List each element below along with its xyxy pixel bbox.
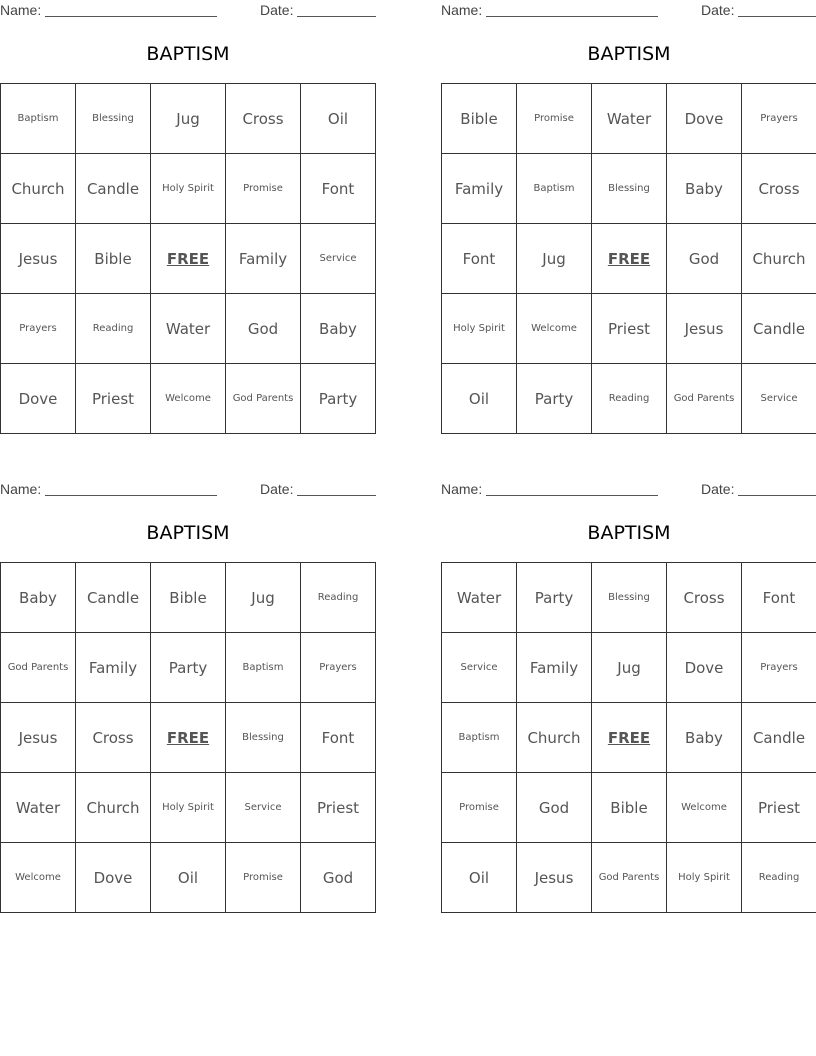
bingo-row [1,773,376,843]
free-space-cell[interactable]: FREE [592,224,667,294]
name-date-row [441,479,816,501]
bingo-cell[interactable]: Candle [76,563,151,633]
bingo-cell[interactable]: Bible [151,563,226,633]
bingo-grid [0,83,376,434]
bingo-cell[interactable]: Church [742,224,816,294]
bingo-cell[interactable]: Promise [226,843,301,913]
card-title: BAPTISM [146,43,230,65]
bingo-cell[interactable]: Oil [442,364,517,434]
bingo-cell[interactable]: Promise [442,773,517,843]
name-blank-line[interactable] [486,16,658,17]
bingo-cell[interactable]: Jesus [1,224,76,294]
bingo-row [442,224,816,294]
bingo-cell[interactable]: Bible [442,84,517,154]
name-blank-line[interactable] [486,495,658,496]
bingo-cell[interactable]: Prayers [742,84,816,154]
bingo-cell[interactable]: Dove [76,843,151,913]
bingo-cell[interactable]: Font [442,224,517,294]
free-space-cell[interactable]: FREE [592,703,667,773]
bingo-cell[interactable]: Reading [76,294,151,364]
bingo-cell[interactable]: Service [301,224,376,294]
bingo-row [442,364,816,434]
bingo-row [442,703,816,773]
bingo-cell[interactable]: Welcome [667,773,742,843]
bingo-cell[interactable]: Oil [442,843,517,913]
bingo-row [1,843,376,913]
bingo-cell[interactable]: Water [592,84,667,154]
bingo-row [442,843,816,913]
bingo-grid [441,83,816,434]
bingo-cell[interactable]: Jesus [667,294,742,364]
bingo-cell[interactable]: Holy Spirit [667,843,742,913]
name-date-row [0,479,376,501]
bingo-cell[interactable]: Blessing [592,154,667,224]
bingo-cell[interactable]: Baby [301,294,376,364]
card-title: BAPTISM [587,522,671,544]
bingo-cell[interactable]: Welcome [1,843,76,913]
bingo-cell[interactable]: Priest [301,773,376,843]
bingo-cell[interactable]: Jug [151,84,226,154]
bingo-cell[interactable]: Family [76,633,151,703]
bingo-cell[interactable]: Party [517,563,592,633]
bingo-cell[interactable]: Prayers [301,633,376,703]
bingo-grid [441,562,816,913]
bingo-cell[interactable]: Jug [226,563,301,633]
bingo-row [1,633,376,703]
bingo-cell[interactable]: Baptism [517,154,592,224]
bingo-cell[interactable]: Cross [226,84,301,154]
bingo-cell[interactable]: Water [442,563,517,633]
bingo-row [442,773,816,843]
bingo-cell[interactable]: God Parents [1,633,76,703]
bingo-cell[interactable]: Dove [1,364,76,434]
bingo-row [1,154,376,224]
bingo-row [1,364,376,434]
bingo-cell[interactable]: Jesus [1,703,76,773]
bingo-row [1,84,376,154]
bingo-cell[interactable]: God [517,773,592,843]
bingo-cell[interactable]: Bible [592,773,667,843]
bingo-cell[interactable]: Baby [1,563,76,633]
date-label: Date: [260,2,294,18]
bingo-cell[interactable]: Family [226,224,301,294]
bingo-cell[interactable]: Baptism [442,703,517,773]
bingo-cell[interactable]: Jesus [517,843,592,913]
name-label: Name: [0,2,42,18]
bingo-cell[interactable]: Jug [592,633,667,703]
bingo-cell[interactable]: Church [76,773,151,843]
bingo-cell[interactable]: Bible [76,224,151,294]
bingo-cell[interactable]: Holy Spirit [442,294,517,364]
bingo-row [442,563,816,633]
bingo-cell[interactable]: Jug [517,224,592,294]
bingo-cell[interactable]: Font [301,154,376,224]
bingo-cell[interactable]: Font [301,703,376,773]
bingo-cell[interactable]: Service [226,773,301,843]
bingo-row [442,633,816,703]
bingo-cell[interactable]: Party [151,633,226,703]
bingo-cell[interactable]: God [226,294,301,364]
bingo-cell[interactable]: Holy Spirit [151,773,226,843]
bingo-cell[interactable]: Church [517,703,592,773]
bingo-cell[interactable]: God Parents [226,364,301,434]
bingo-row [1,224,376,294]
bingo-cell[interactable]: Water [1,773,76,843]
bingo-cell[interactable]: Baby [667,703,742,773]
bingo-cell[interactable]: Blessing [592,563,667,633]
bingo-cell[interactable]: Party [517,364,592,434]
name-blank-line[interactable] [45,495,217,496]
bingo-cell[interactable]: Candle [742,703,816,773]
bingo-cell[interactable]: God [301,843,376,913]
date-label: Date: [701,2,735,18]
bingo-cell[interactable]: Baptism [226,633,301,703]
bingo-cell[interactable]: Water [151,294,226,364]
date-label: Date: [701,481,735,497]
date-blank-line[interactable] [738,16,816,17]
name-date-row [0,0,376,22]
bingo-cell[interactable]: Dove [667,633,742,703]
bingo-cell[interactable]: Font [742,563,816,633]
bingo-cell[interactable]: Service [742,364,816,434]
bingo-cell[interactable]: Promise [517,84,592,154]
bingo-cell[interactable]: Welcome [151,364,226,434]
bingo-row [1,294,376,364]
bingo-cell[interactable]: Baptism [1,84,76,154]
bingo-cell[interactable]: Reading [742,843,816,913]
bingo-cell[interactable]: Priest [592,294,667,364]
bingo-cell[interactable]: Church [1,154,76,224]
bingo-row [442,154,816,224]
bingo-cell[interactable]: Candle [76,154,151,224]
bingo-cell[interactable]: Reading [592,364,667,434]
bingo-row [442,84,816,154]
free-space-cell[interactable]: FREE [151,224,226,294]
bingo-cell[interactable]: Oil [151,843,226,913]
bingo-cell[interactable]: Family [517,633,592,703]
bingo-cell[interactable]: God Parents [667,364,742,434]
bingo-cell[interactable]: Party [301,364,376,434]
bingo-cell[interactable]: Candle [742,294,816,364]
bingo-cell[interactable]: Prayers [1,294,76,364]
date-blank-line[interactable] [738,495,816,496]
card-title: BAPTISM [587,43,671,65]
bingo-row [1,703,376,773]
bingo-cell[interactable]: Reading [301,563,376,633]
bingo-cell[interactable]: Prayers [742,633,816,703]
card-title: BAPTISM [146,522,230,544]
bingo-cell[interactable]: Service [442,633,517,703]
bingo-cell[interactable]: God Parents [592,843,667,913]
name-label: Name: [0,481,42,497]
free-space-cell[interactable]: FREE [151,703,226,773]
date-blank-line[interactable] [297,16,376,17]
bingo-row [442,294,816,364]
bingo-cell[interactable]: Family [442,154,517,224]
bingo-cell[interactable]: Priest [742,773,816,843]
name-label: Name: [441,481,483,497]
bingo-cell[interactable]: Holy Spirit [151,154,226,224]
bingo-cell[interactable]: Cross [742,154,816,224]
date-label: Date: [260,481,294,497]
bingo-cell[interactable]: Cross [667,563,742,633]
bingo-cell[interactable]: Blessing [76,84,151,154]
bingo-cell[interactable]: Welcome [517,294,592,364]
name-label: Name: [441,2,483,18]
bingo-cell[interactable]: Cross [76,703,151,773]
bingo-grid [0,562,376,913]
name-blank-line[interactable] [45,16,217,17]
bingo-cell[interactable]: Oil [301,84,376,154]
bingo-cell[interactable]: God [667,224,742,294]
bingo-cell[interactable]: Dove [667,84,742,154]
bingo-cell[interactable]: Promise [226,154,301,224]
name-date-row [441,0,816,22]
bingo-row [1,563,376,633]
bingo-cell[interactable]: Priest [76,364,151,434]
bingo-cell[interactable]: Blessing [226,703,301,773]
date-blank-line[interactable] [297,495,376,496]
bingo-cell[interactable]: Baby [667,154,742,224]
